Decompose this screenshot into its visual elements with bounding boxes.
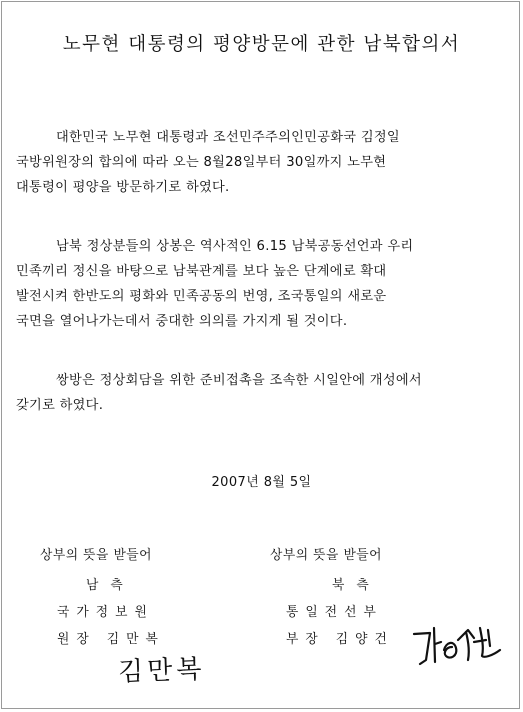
paragraph-line: 국방위원장의 합의에 따라 오는 8월28일부터 30일까지 노무현 <box>16 155 387 170</box>
south-side-label: 남측 <box>86 578 135 593</box>
north-pledge: 상부의 뜻을 받들어 <box>270 548 383 563</box>
north-side-label: 북측 <box>332 578 381 593</box>
paragraph-line: 대한민국 노무현 대통령과 조선민주주의인민공화국 김정일 <box>56 130 400 145</box>
paragraph-line: 대통령이 평양을 방문하기로 하였다. <box>16 180 230 195</box>
paragraph-3 <box>16 368 496 418</box>
document-date: 2007년 8월 5일 <box>211 475 312 490</box>
paragraph-line: 발전시켜 한반도의 평화와 민족공동의 번영, 조국통일의 새로운 <box>16 289 387 304</box>
north-handwritten-signature <box>408 620 508 670</box>
paragraph-line: 민족끼리 정신을 바탕으로 남북관계를 보다 높은 단계에로 확대 <box>16 264 387 279</box>
south-signatory-name: 원장 김만복 <box>57 632 165 647</box>
north-signatory-name: 부장 김양건 <box>286 632 394 647</box>
paragraph-line: 국면을 열어나가는데서 중대한 의의를 가지게 될 것이다. <box>16 314 348 329</box>
south-organization: 국가정보원 <box>57 605 154 620</box>
paragraph-line: 갖기로 하였다. <box>16 398 104 413</box>
document-title: 노무현 대통령의 평양방문에 관한 남북합의서 <box>62 34 461 56</box>
paragraph-line: 쌍방은 정상회담을 위한 준비접촉을 조속한 시일안에 개성에서 <box>56 373 422 388</box>
south-handwritten-signature: 김만복 <box>117 654 206 688</box>
north-organization: 통일전선부 <box>286 605 383 620</box>
south-pledge: 상부의 뜻을 받들어 <box>40 548 153 563</box>
paragraph-line: 남북 정상분들의 상봉은 역사적인 6.15 남북공동선언과 우리 <box>56 239 414 254</box>
paragraph-1 <box>16 125 496 200</box>
paragraph-2 <box>16 234 496 334</box>
